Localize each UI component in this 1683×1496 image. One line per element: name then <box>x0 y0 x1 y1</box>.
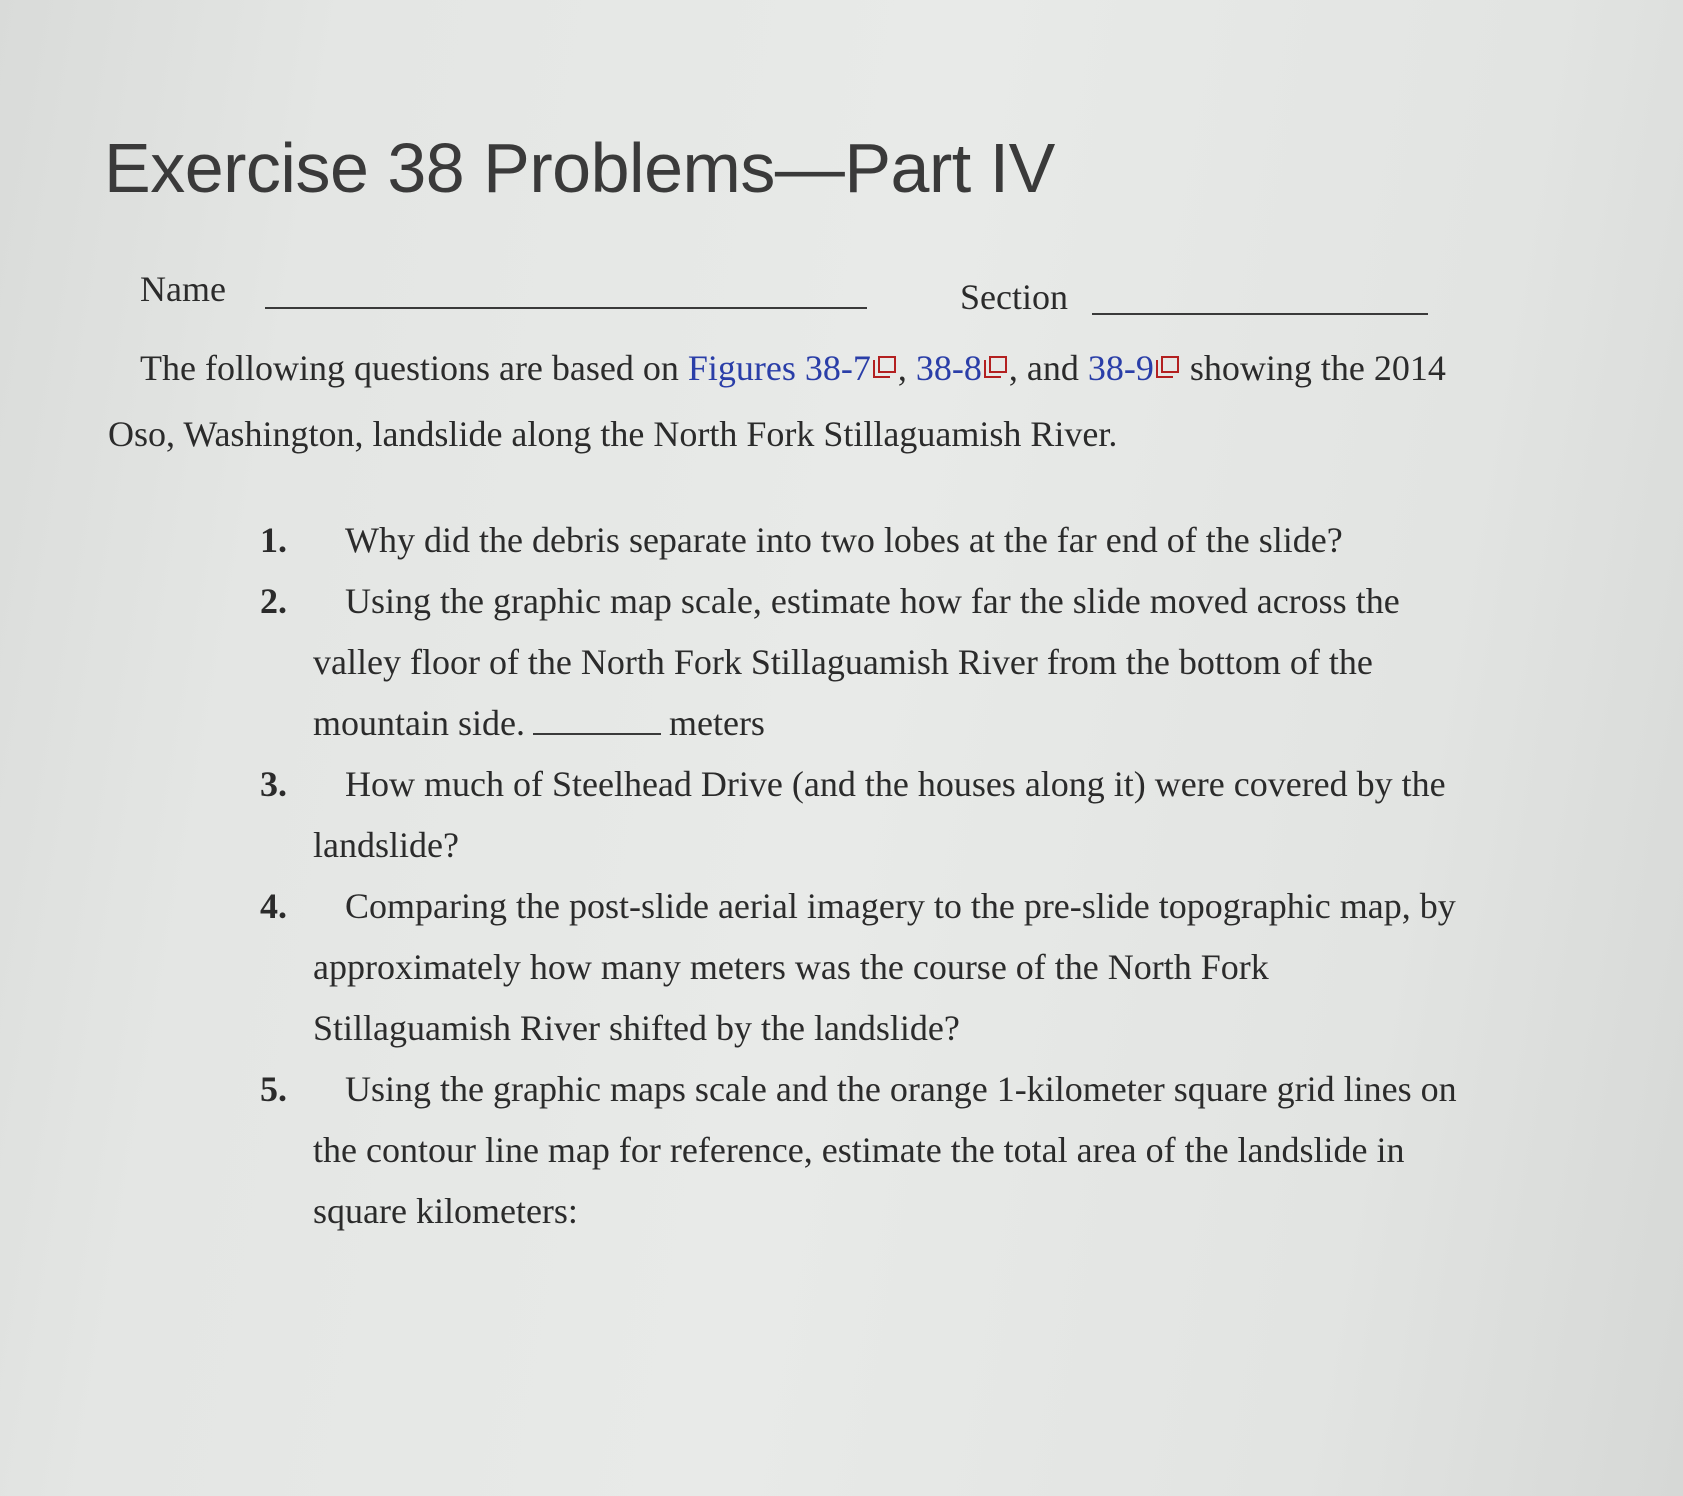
page-title: Exercise 38 Problems—Part IV <box>104 129 1055 207</box>
external-link-icon[interactable] <box>1156 356 1178 378</box>
intro-text: Oso, Washington, landslide along the North Fork Stillaguamish River. <box>108 414 1118 454</box>
question-number: 1. <box>260 520 287 560</box>
question-text: Comparing the post-slide aerial imagery to the pre-slide topographic map, by <box>345 886 1456 926</box>
name-label: Name <box>140 269 226 309</box>
answer-blank[interactable] <box>533 703 661 735</box>
question-item <box>260 754 1620 876</box>
question-number: 4. <box>260 886 287 926</box>
intro-separator: , <box>897 348 907 388</box>
question-text: Using the graphic map scale, estimate how far the slide moved across the <box>345 581 1400 621</box>
intro-paragraph <box>108 335 1628 467</box>
question-item <box>260 510 1620 571</box>
question-text: Using the graphic maps scale and the orange 1-kilometer square grid lines on <box>345 1069 1457 1109</box>
figure-link-38-9[interactable]: 38-9 <box>1087 348 1154 388</box>
section-label: Section <box>960 277 1068 317</box>
question-item <box>260 571 1620 754</box>
question-text: the contour line map for reference, estimate the total area of the landslide in <box>313 1130 1405 1170</box>
question-item <box>260 876 1620 1059</box>
question-text: square kilometers: <box>313 1191 578 1231</box>
question-number: 3. <box>260 764 287 804</box>
unit-label: meters <box>668 703 765 743</box>
question-text: How much of Steelhead Drive (and the houses along it) were covered by the <box>345 764 1446 804</box>
external-link-icon[interactable] <box>984 356 1006 378</box>
name-section-row <box>140 268 1440 318</box>
question-number: 2. <box>260 581 287 621</box>
question-text: mountain side. <box>313 703 525 743</box>
question-text: approximately how many meters was the course of the North Fork <box>313 947 1269 987</box>
figure-link-38-7[interactable]: Figures 38-7 <box>687 348 871 388</box>
question-number: 5. <box>260 1069 287 1109</box>
intro-text: showing the 2014 <box>1189 348 1446 388</box>
question-text: Why did the debris separate into two lobes at the far end of the slide? <box>345 520 1343 560</box>
intro-separator: , and <box>1008 348 1079 388</box>
question-text: Stillaguamish River shifted by the landslide? <box>313 1008 960 1048</box>
question-text: landslide? <box>313 825 459 865</box>
name-field[interactable] <box>265 307 867 309</box>
question-item <box>260 1059 1620 1242</box>
external-link-icon[interactable] <box>873 356 895 378</box>
question-list <box>260 510 1620 1242</box>
figure-link-38-8[interactable]: 38-8 <box>915 348 982 388</box>
question-text: valley floor of the North Fork Stillaguamish River from the bottom of the <box>313 642 1373 682</box>
intro-text: The following questions are based on <box>140 348 679 388</box>
section-field[interactable] <box>1092 313 1428 315</box>
